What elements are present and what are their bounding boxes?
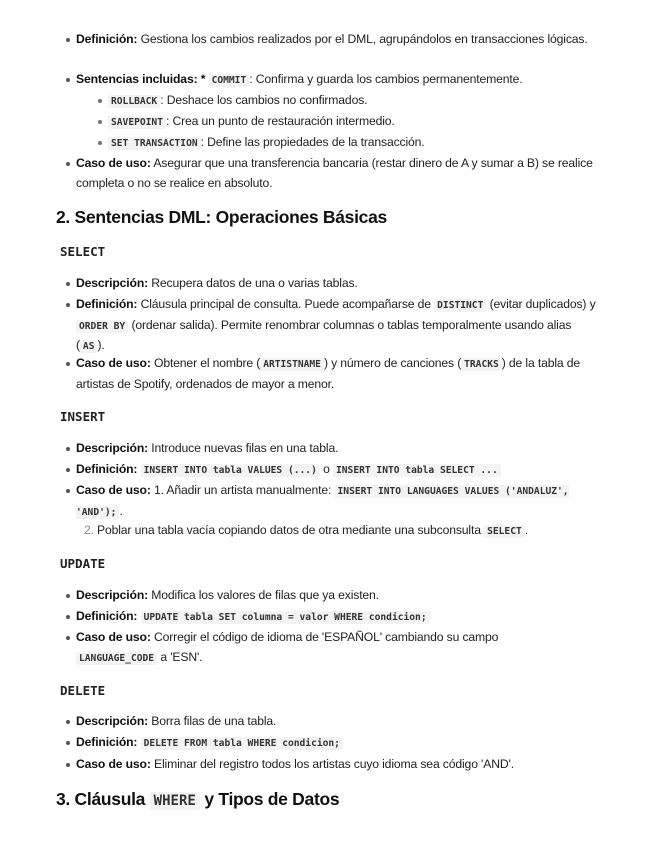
insert-heading: INSERT: [60, 409, 106, 424]
list-item: Definición: Gestiona los cambios realizados por el DML, agrupándolos en transacciones lógicas.: [76, 30, 603, 50]
insert-values-code: INSERT INTO tabla VALUES (...): [141, 464, 320, 477]
list-item: Caso de uso: 1. Añadir un artista manualmente: INSERT INTO LANGUAGES VALUES ('ANDALUZ', 'AND'); .: [76, 481, 603, 522]
language-code-code: LANGUAGE_CODE: [76, 652, 157, 665]
savepoint-code: SAVEPOINT: [108, 116, 166, 129]
select-code: SELECT: [484, 525, 525, 538]
list-item: Definición: Cláusula principal de consulta. Puede acompañarse de DISTINCT (evitar duplicados) y ORDER BY (ordenar salida). Permite renombrar columnas o tablas temporalmente usando alias ( AS ).: [76, 295, 603, 357]
set-transaction-code: SET TRANSACTION: [108, 137, 201, 150]
update-heading: UPDATE: [60, 556, 106, 571]
list-item: Caso de uso: Obtener el nombre ( ARTISTNAME ) y número de canciones ( TRACKS ) de la tabla de artistas de Spotify, ordenados de mayor a menor.: [76, 354, 603, 394]
list-item: Sentencias incluidas: * COMMIT : Confirma y guarda los cambios permanentemente.: [76, 70, 603, 91]
update-code: UPDATE tabla SET columna = valor WHERE condicion;: [141, 611, 430, 624]
as-code: AS: [80, 340, 98, 353]
select-heading: SELECT: [60, 244, 106, 259]
insert-languages-code: INSERT INTO LANGUAGES VALUES ('ANDALUZ', 'AND');: [76, 486, 569, 518]
where-code: WHERE: [150, 792, 200, 810]
order-by-code: ORDER BY: [76, 320, 128, 333]
list-item: Descripción: Introduce nuevas filas en una tabla.: [76, 439, 603, 459]
list-item: Caso de uso: Asegurar que una transferencia bancaria (restar dinero de A y sumar a B) se realice completa o no se realice en absoluto.: [76, 154, 603, 193]
delete-heading: DELETE: [60, 683, 106, 698]
delete-code: DELETE FROM tabla WHERE condicion;: [141, 737, 343, 750]
section-2-heading: 2. Sentencias DML: Operaciones Básicas: [56, 207, 387, 227]
tracks-code: TRACKS: [461, 358, 502, 371]
use-case-label: Caso de uso:: [76, 156, 151, 170]
artistname-code: ARTISTNAME: [260, 358, 324, 371]
section-3-heading: 3. Cláusula WHERE y Tipos de Datos: [56, 789, 340, 809]
statements-label: Sentencias incluidas:: [76, 72, 198, 86]
list-item: ROLLBACK : Deshace los cambios no confirmados.: [108, 91, 603, 112]
insert-select-code: INSERT INTO tabla SELECT ...: [333, 464, 501, 477]
distinct-code: DISTINCT: [434, 299, 486, 312]
list-item: SET TRANSACTION : Define las propiedades de la transacción.: [108, 133, 603, 154]
list-item: 2. Poblar una tabla vacía copiando datos de otra mediante una subconsulta SELECT .: [84, 523, 528, 537]
rollback-code: ROLLBACK: [108, 95, 160, 108]
list-item: SAVEPOINT : Crea un punto de restauración intermedio.: [108, 112, 603, 133]
list-item: Descripción: Borra filas de una tabla.: [76, 712, 603, 732]
definition-label: Definición:: [76, 32, 138, 46]
list-item: Definición: DELETE FROM tabla WHERE condicion;: [76, 733, 603, 754]
list-item: Definición: INSERT INTO tabla VALUES (...) o INSERT INTO tabla SELECT ...: [76, 460, 603, 481]
list-item: Definición: UPDATE tabla SET columna = valor WHERE condicion;: [76, 607, 603, 628]
list-item: Descripción: Recupera datos de una o varias tablas.: [76, 274, 603, 294]
list-item: Caso de uso: Corregir el código de idioma de 'ESPAÑOL' cambiando su campo LANGUAGE_CODE a 'ESN'.: [76, 628, 603, 668]
commit-code: COMMIT: [209, 74, 250, 87]
list-item: Caso de uso: Eliminar del registro todos los artistas cuyo idioma sea código 'AND'.: [76, 755, 603, 775]
list-item: Descripción: Modifica los valores de filas que ya existen.: [76, 586, 603, 606]
